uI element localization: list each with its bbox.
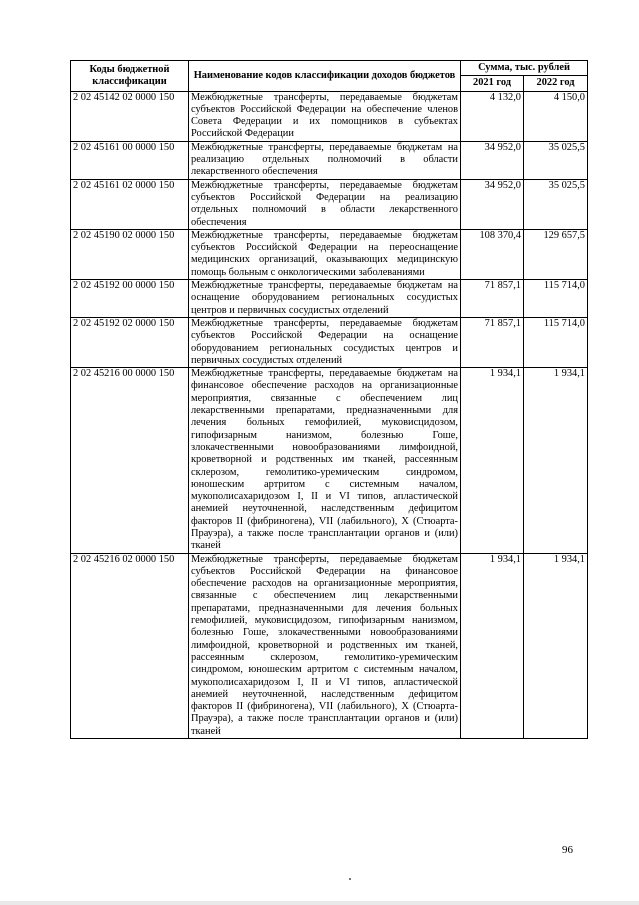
row-code: 2 02 45161 02 0000 150 [71,179,189,229]
row-name: Межбюджетные трансферты, передаваемые бюджетам субъектов Российской Федерации на обеспечение членов Совета Федерации и их помощников в субъектах Российской Федерации [189,91,461,141]
header-code-column: Коды бюджетной классификации [71,61,189,92]
table-row [71,368,588,553]
row-sum-2022: 35 025,5 [524,179,588,229]
table-body [71,91,588,738]
row-sum-2021: 71 857,1 [461,280,524,318]
row-sum-2021: 34 952,0 [461,141,524,179]
row-sum-2021: 1 934,1 [461,368,524,553]
row-sum-2022: 1 934,1 [524,368,588,553]
row-code: 2 02 45142 02 0000 150 [71,91,189,141]
table-row [71,280,588,318]
scan-speck [349,878,351,880]
row-name: Межбюджетные трансферты, передаваемые бюджетам субъектов Российской Федерации на переоснащение медицинских организаций, оказывающих медицинскую помощь больным с онкологическими заболеваниями [189,229,461,279]
row-name: Межбюджетные трансферты, передаваемые бюджетам субъектов Российской Федерации на оснащение оборудованием региональных сосудистых центров и первичных сосудистых отделений [189,317,461,367]
row-sum-2021: 1 934,1 [461,553,524,738]
row-sum-2021: 108 370,4 [461,229,524,279]
row-code: 2 02 45190 02 0000 150 [71,229,189,279]
row-sum-2021: 34 952,0 [461,179,524,229]
row-code: 2 02 45192 02 0000 150 [71,317,189,367]
table-row [71,179,588,229]
row-sum-2021: 71 857,1 [461,317,524,367]
row-sum-2022: 115 714,0 [524,280,588,318]
row-sum-2022: 35 025,5 [524,141,588,179]
row-sum-2022: 129 657,5 [524,229,588,279]
row-name: Межбюджетные трансферты, передаваемые бюджетам субъектов Российской Федерации на финансовое обеспечение расходов на организационные мероприятия, связанные с обеспечением лиц лекарственными препаратами, предназначенными для лечения больных гемофилией, муковисцидозом, гипофизарным нанизмом, болезнью Гоше, злокачественными новообразованиями лимфоидной, кроветворной и родственных им тканей, рассеянным склерозом, гемолитико-уремическим синдромом, юношеским артритом с системным началом, мукополисахаридозом I, II и VI типов, апластической анемией неуточненной, наследственным дефицитом факторов II (фибриногена), VII (лабильного), X (Стюарта-Прауэра), а также после трансплантации органов и (или) тканей [189,553,461,738]
row-sum-2022: 1 934,1 [524,553,588,738]
row-name: Межбюджетные трансферты, передаваемые бюджетам субъектов Российской Федерации на реализацию отдельных полномочий в области лекарственного обеспечения [189,179,461,229]
header-year-2021: 2021 год [461,76,524,91]
table-row [71,91,588,141]
row-name: Межбюджетные трансферты, передаваемые бюджетам на финансовое обеспечение расходов на организационные мероприятия, связанные с обеспечением лиц лекарственными препаратами, предназначенными для лечения больных гемофилией, муковисцидозом, гипофизарным нанизмом, болезнью Гоше, злокачественными новообразованиями лимфоидной, кроветворной и родственных им тканей, рассеянным склерозом, гемолитико-уремическим синдромом, юношеским артритом с системным началом, мукополисахаридозом I, II и VI типов, апластической анемией неуточненной, наследственным дефицитом факторов II (фибриногена), VII (лабильного), X (Стюарта-Прауэра), а также после трансплантации органов и (или) тканей [189,368,461,553]
row-name: Межбюджетные трансферты, передаваемые бюджетам на реализацию отдельных полномочий в области лекарственного обеспечения [189,141,461,179]
row-sum-2022: 115 714,0 [524,317,588,367]
row-code: 2 02 45161 00 0000 150 [71,141,189,179]
table-header [71,61,588,92]
page-bottom-edge [0,901,639,905]
row-sum-2021: 4 132,0 [461,91,524,141]
header-year-2022: 2022 год [524,76,588,91]
table-row [71,141,588,179]
row-sum-2022: 4 150,0 [524,91,588,141]
row-code: 2 02 45216 02 0000 150 [71,553,189,738]
table-row [71,317,588,367]
budget-revenue-table [70,60,588,739]
table-row [71,553,588,738]
table-row [71,229,588,279]
row-name: Межбюджетные трансферты, передаваемые бюджетам на оснащение оборудованием региональных сосудистых центров и первичных сосудистых отделений [189,280,461,318]
row-code: 2 02 45192 00 0000 150 [71,280,189,318]
row-code: 2 02 45216 00 0000 150 [71,368,189,553]
header-sum-column: Сумма, тыс. рублей [461,61,588,76]
page-number: 96 [562,844,573,856]
header-name-column: Наименование кодов классификации доходов бюджетов [189,61,461,92]
